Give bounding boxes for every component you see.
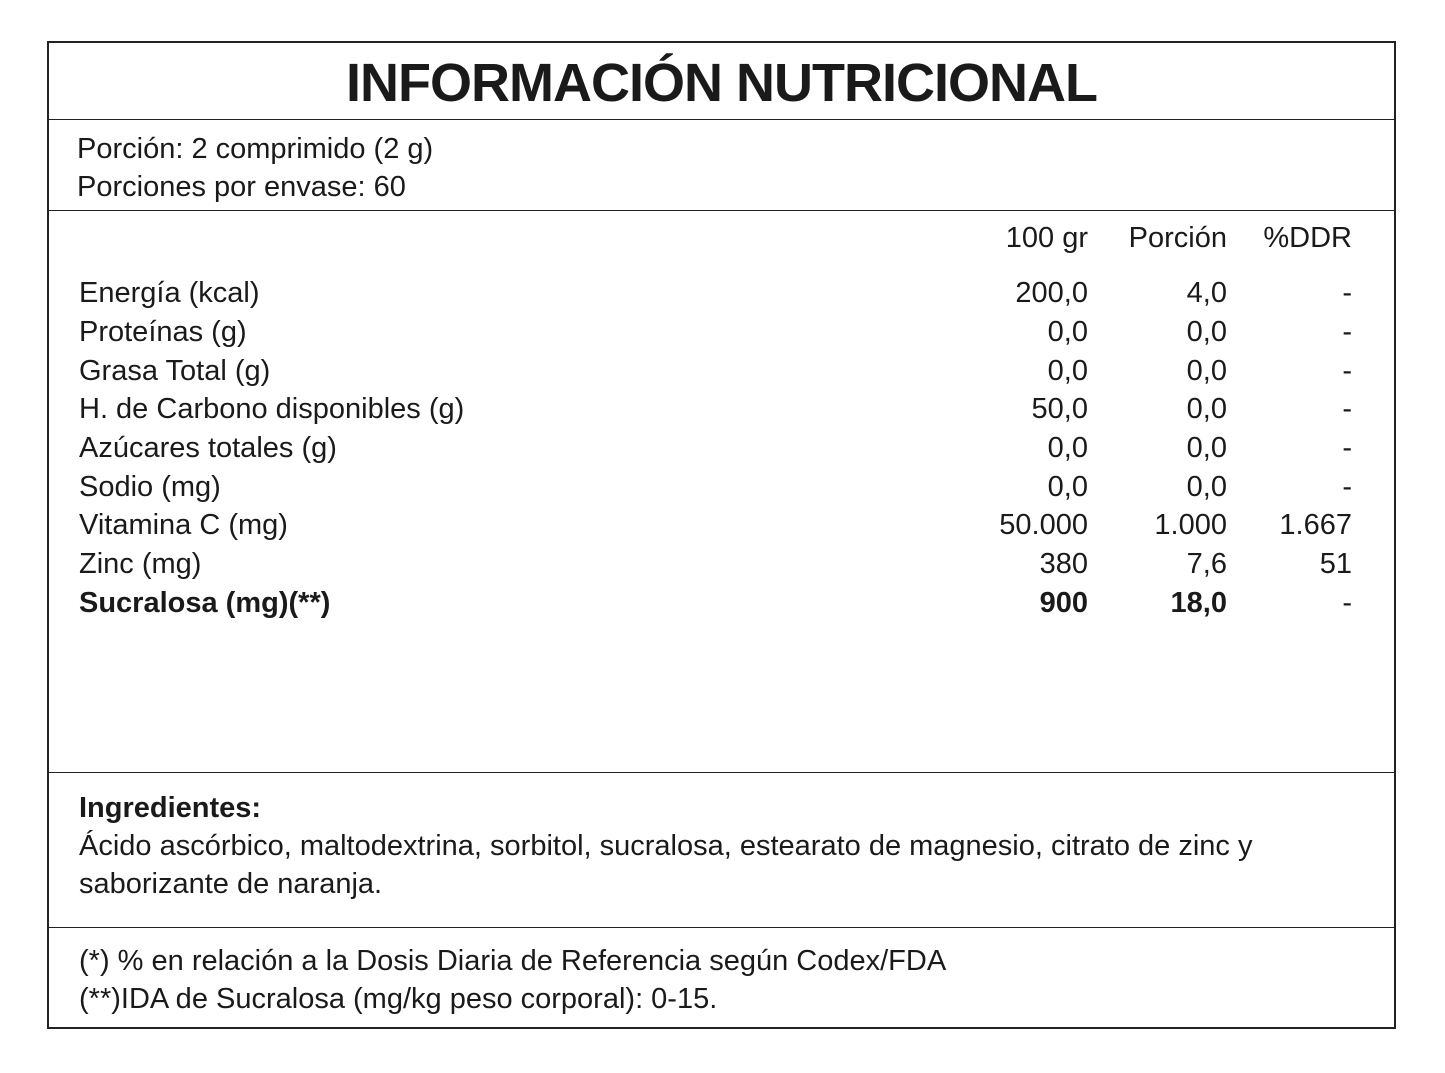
row-sucralose-portion: 18,0 [1170, 587, 1227, 619]
row-sodium-portion: 0,0 [1186, 471, 1227, 503]
row-zinc-ddr: 51 [1319, 548, 1352, 580]
row-carbs-portion: 0,0 [1186, 393, 1227, 425]
row-sugars-per100: 0,0 [1047, 432, 1088, 464]
title-section [49, 43, 1394, 120]
ingredients-section [49, 773, 1394, 928]
row-sucralose-ddr: - [1342, 587, 1352, 619]
row-name-sucralose: Sucralosa (mg)(**) [79, 587, 331, 619]
row-name-total-fat: Grasa Total (g) [79, 355, 271, 387]
header-per-100g: 100 gr [1005, 222, 1088, 254]
row-sodium-ddr: - [1342, 471, 1352, 503]
row-zinc-portion: 7,6 [1186, 548, 1227, 580]
label-title: INFORMACIÓN NUTRICIONAL [346, 53, 1097, 113]
row-energy-portion: 4,0 [1186, 277, 1227, 309]
header-ddr: %DDR [1263, 222, 1352, 254]
row-name-zinc: Zinc (mg) [79, 548, 202, 580]
ingredients-title: Ingredientes: [79, 792, 262, 824]
ingredients-text: Ácido ascórbico, maltodextrina, sorbitol, sucralosa, estearato de magnesio, citrato de zinc y saborizante de naranja. [79, 830, 1253, 900]
row-carbs-ddr: - [1342, 393, 1352, 425]
serving-section [49, 120, 1394, 211]
row-vitamin-c-portion: 1.000 [1154, 509, 1227, 541]
row-carbs-per100: 50,0 [1031, 393, 1088, 425]
row-vitamin-c-per100: 50.000 [999, 509, 1088, 541]
nutrition-table [49, 211, 1394, 773]
row-energy-ddr: - [1342, 277, 1352, 309]
row-name-sugars: Azúcares totales (g) [79, 432, 337, 464]
footnote-sucralose-ida: (**)IDA de Sucralosa (mg/kg peso corporal): 0-15. [79, 983, 718, 1015]
row-sugars-ddr: - [1342, 432, 1352, 464]
servings-per-package: Porciones por envase: 60 [77, 171, 406, 203]
row-sodium-per100: 0,0 [1047, 471, 1088, 503]
portion-size: Porción: 2 comprimido (2 g) [77, 133, 434, 165]
row-energy-per100: 200,0 [1015, 277, 1088, 309]
row-total-fat-per100: 0,0 [1047, 355, 1088, 387]
footnotes-section [49, 928, 1394, 1029]
row-name-carbs: H. de Carbono disponibles (g) [79, 393, 465, 425]
row-protein-portion: 0,0 [1186, 316, 1227, 348]
row-vitamin-c-ddr: 1.667 [1279, 509, 1352, 541]
footnote-ddr: (*) % en relación a la Dosis Diaria de Referencia según Codex/FDA [79, 945, 947, 977]
row-name-protein: Proteínas (g) [79, 316, 247, 348]
row-name-vitamin-c: Vitamina C (mg) [79, 509, 288, 541]
row-total-fat-ddr: - [1342, 355, 1352, 387]
row-zinc-per100: 380 [1039, 548, 1088, 580]
nutrition-label [47, 41, 1396, 1029]
row-sugars-portion: 0,0 [1186, 432, 1227, 464]
row-protein-ddr: - [1342, 316, 1352, 348]
row-total-fat-portion: 0,0 [1186, 355, 1227, 387]
row-name-energy: Energía (kcal) [79, 277, 260, 309]
row-sucralose-per100: 900 [1039, 587, 1088, 619]
row-protein-per100: 0,0 [1047, 316, 1088, 348]
header-portion: Porción [1128, 222, 1227, 254]
row-name-sodium: Sodio (mg) [79, 471, 221, 503]
